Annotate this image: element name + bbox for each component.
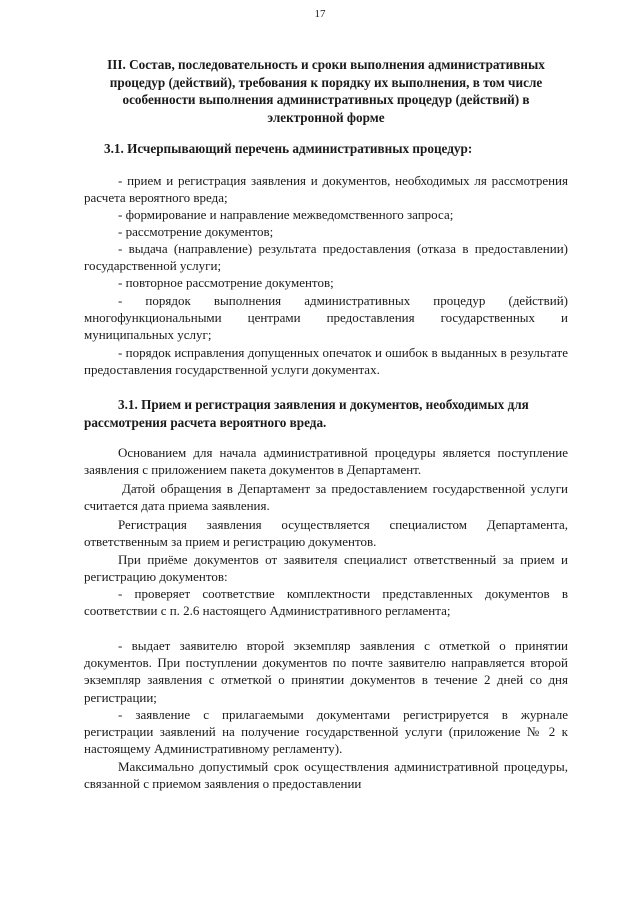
paragraph: - заявление с прилагаемыми документами регистрируется в журнале регистрации заявлений на получение государственной услуги (приложение № 2 к настоящему Административному регламенту). bbox=[84, 707, 568, 757]
paragraph: Регистрация заявления осуществляется специалистом Департамента, ответственным за прием и регистрацию документов. bbox=[84, 517, 568, 550]
subsection-title-reception: 3.1. Прием и регистрация заявления и документов, необходимых для рассмотрения расчета вероятного вреда. bbox=[84, 397, 529, 430]
procedure-item: - рассмотрение документов; bbox=[118, 224, 274, 239]
subsection-title-list: 3.1. Исчерпывающий перечень административных процедур: bbox=[104, 141, 473, 156]
procedure-item: - повторное рассмотрение документов; bbox=[118, 275, 334, 290]
procedure-item: - формирование и направление межведомственного запроса; bbox=[118, 207, 454, 222]
section-title: III. Состав, последовательность и сроки выполнения административных процедур (действий), требования к порядку их выполнения, в том числе особенности выполнения административных процедур (действий) в электронной форме bbox=[107, 57, 545, 125]
paragraph: Основанием для начала административной процедуры является поступление заявления с приложением пакета документов в Департамент. bbox=[84, 445, 568, 478]
paragraph: Максимально допустимый срок осуществления административной процедуры, связанной с приемом заявления о предоставлении bbox=[84, 759, 568, 792]
paragraph: - проверяет соответствие комплектности представленных документов в соответствии с п. 2.6 настоящего Административного регламента; bbox=[84, 586, 568, 619]
page-number: 17 bbox=[314, 8, 326, 20]
paragraph: - выдает заявителю второй экземпляр заявления с отметкой о принятии документов. При поступлении документов по почте заявителю направляется второй экземпляр заявления с отметкой о принятии документов в течение 2 дней со дня регистрации; bbox=[84, 638, 568, 705]
procedure-item: - прием и регистрация заявления и документов, необходимых ля рассмотрения расчета вероятного вреда; bbox=[84, 173, 568, 206]
procedure-item: - выдача (направление) результата предоставления (отказа в предоставлении) государственной услуги; bbox=[84, 241, 568, 274]
procedure-item: - порядок выполнения административных процедур (действий) многофункциональными центрами предоставления государственных и муниципальных услуг; bbox=[84, 293, 568, 343]
paragraph: Датой обращения в Департамент за предоставлением государственной услуги считается дата приема заявления. bbox=[84, 481, 568, 514]
paragraph: При приёме документов от заявителя специалист ответственный за прием и регистрацию документов: bbox=[84, 552, 568, 585]
procedure-item: - порядок исправления допущенных опечаток и ошибок в выданных в результате предоставления государственной услуги документах. bbox=[84, 345, 568, 378]
